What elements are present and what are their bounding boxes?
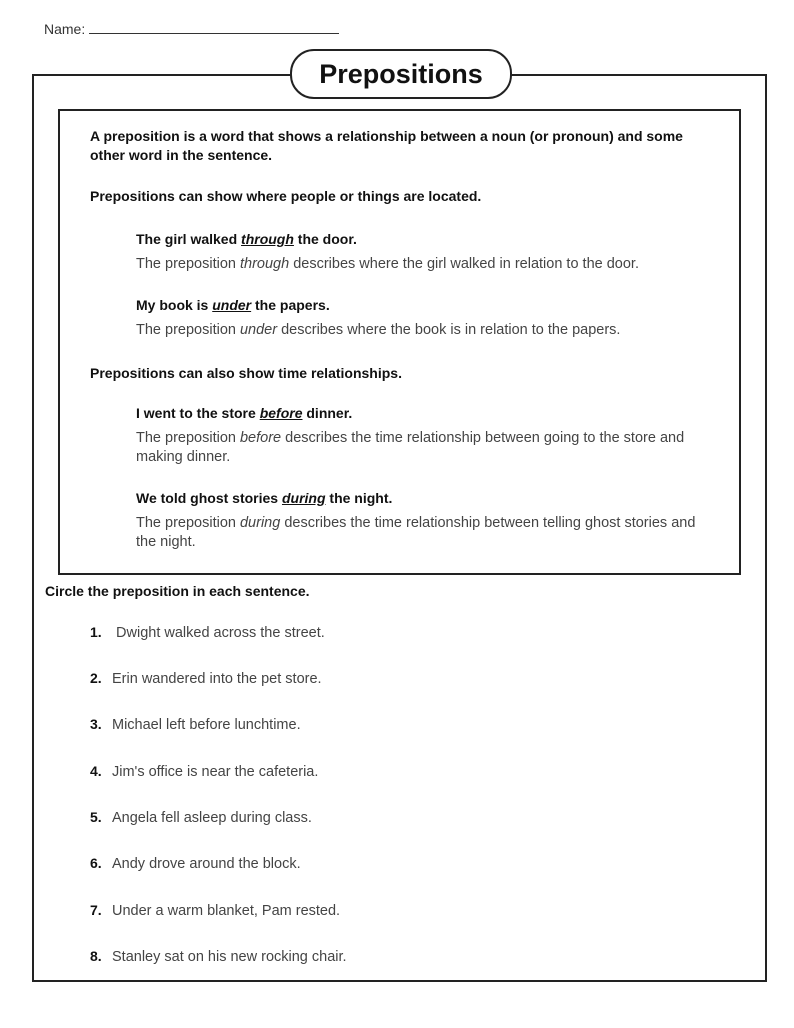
example-text: the night. — [325, 490, 393, 506]
example-preposition: under — [212, 297, 252, 313]
location-heading: Prepositions can show where people or things are located. — [90, 188, 482, 204]
exercise-item-8[interactable] — [90, 948, 347, 965]
name-label: Name: — [44, 21, 86, 37]
example-text: I went to the store — [136, 405, 260, 421]
explanation-text: describes the time relationship between telling ghost stories and the night. — [136, 515, 696, 550]
example-text: the papers. — [251, 297, 330, 313]
item-sentence[interactable]: Michael left before lunchtime. — [112, 717, 301, 733]
example-2 — [136, 296, 716, 340]
explanation-text: describes the time relationship between going to the store and making dinner. — [136, 430, 685, 465]
item-number: 1. — [90, 624, 102, 640]
exercise-item-4[interactable] — [90, 763, 318, 780]
item-sentence[interactable]: Jim's office is near the cafeteria. — [112, 764, 319, 780]
explanation-preposition: through — [239, 256, 290, 272]
exercise-item-1[interactable] — [90, 624, 325, 641]
example-1 — [136, 230, 716, 274]
explanation-preposition: under — [239, 322, 278, 338]
page-title: Prepositions — [290, 49, 512, 99]
example-3 — [136, 404, 706, 467]
item-number: 5. — [90, 809, 102, 825]
explanation-text: The preposition — [136, 515, 240, 531]
example-preposition: before — [259, 405, 303, 421]
item-sentence[interactable]: Dwight walked across the street. — [112, 625, 325, 641]
name-blank-line[interactable] — [89, 20, 339, 34]
explanation-text: The preposition — [136, 322, 240, 338]
explanation-preposition: during — [239, 515, 281, 531]
item-sentence[interactable]: Stanley sat on his new rocking chair. — [112, 949, 347, 965]
exercise-instruction: Circle the preposition in each sentence. — [45, 583, 310, 599]
example-text: My book is — [136, 297, 213, 313]
explanation-preposition: before — [239, 430, 282, 446]
example-text: dinner. — [302, 405, 353, 421]
exercise-item-2[interactable] — [90, 670, 322, 687]
exercise-item-5[interactable] — [90, 809, 312, 826]
item-number: 2. — [90, 670, 102, 686]
item-sentence[interactable]: Under a warm blanket, Pam rested. — [112, 903, 341, 919]
example-text: We told ghost stories — [136, 490, 282, 506]
definition-text: A preposition is a word that shows a relationship between a noun (or pronoun) and some other word in the sentence. — [90, 128, 683, 163]
explanation-text: The preposition — [136, 430, 240, 446]
example-text: the door. — [293, 231, 357, 247]
example-preposition: through — [241, 231, 294, 247]
explanation-text: The preposition — [136, 256, 240, 272]
explanation-text: describes where the book is in relation to the papers. — [277, 322, 621, 338]
item-number: 4. — [90, 763, 102, 779]
example-preposition: during — [281, 490, 326, 506]
example-4 — [136, 489, 706, 552]
exercise-item-7[interactable] — [90, 902, 340, 919]
exercise-item-3[interactable] — [90, 716, 301, 733]
item-number: 7. — [90, 902, 102, 918]
explanation-text: describes where the girl walked in relation to the door. — [289, 256, 639, 272]
time-heading: Prepositions can also show time relationships. — [90, 365, 402, 381]
item-number: 3. — [90, 716, 102, 732]
exercise-item-6[interactable] — [90, 855, 301, 872]
example-text: The girl walked — [136, 231, 242, 247]
item-number: 6. — [90, 855, 102, 871]
item-sentence[interactable]: Erin wandered into the pet store. — [112, 671, 322, 687]
item-number: 8. — [90, 948, 102, 964]
name-field[interactable] — [44, 20, 339, 37]
item-sentence[interactable]: Andy drove around the block. — [112, 856, 301, 872]
item-sentence[interactable]: Angela fell asleep during class. — [112, 810, 312, 826]
